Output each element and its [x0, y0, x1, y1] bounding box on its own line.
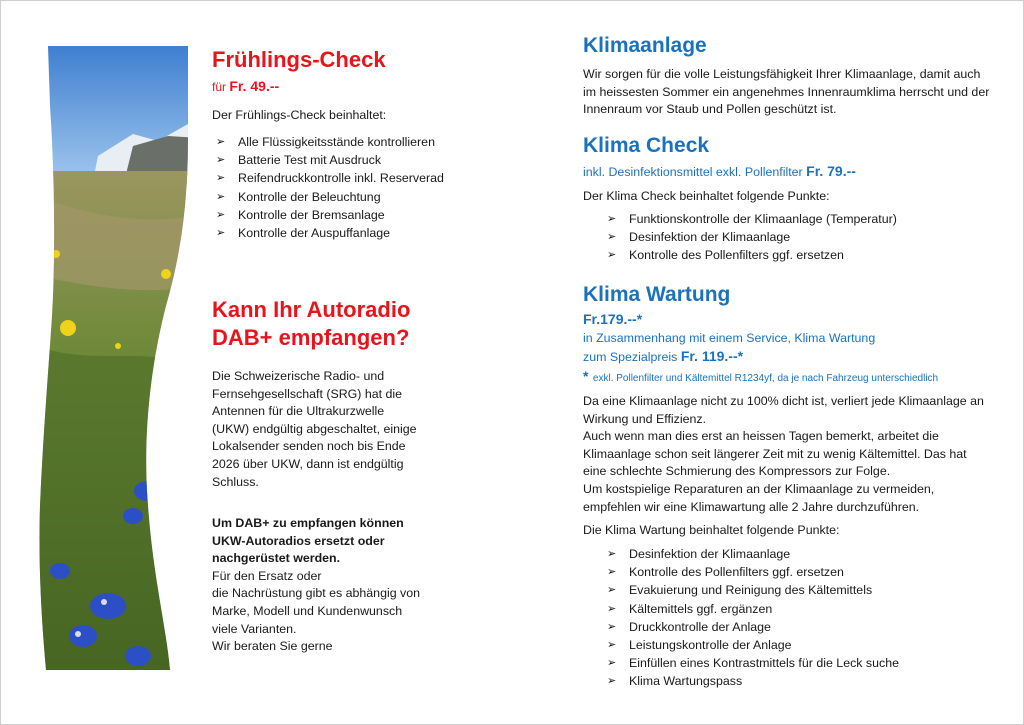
arrow-bullet-icon: ➢ [607, 249, 617, 262]
klima-wartung-list [603, 545, 1003, 691]
list-item: ➢ Batterie Test mit Ausdruck [212, 151, 462, 169]
list-item: ➢ Evakuierung und Reinigung des Kältemittels [603, 581, 1003, 599]
list-item: ➢ Desinfektion der Klimaanlage [603, 228, 1003, 246]
spring-price-prefix: für [212, 80, 227, 94]
klima-wartung-special-price: zum Spezialpreis Fr. 119.--* [583, 348, 744, 364]
text-line: 2026 über UKW, dann ist endgültig [212, 456, 404, 471]
klima-check-subtitle: inkl. Desinfektionsmittel exkl. Pollenfilter [583, 165, 803, 179]
text-line: Um DAB+ zu empfangen können [212, 516, 404, 530]
arrow-bullet-icon: ➢ [216, 172, 226, 185]
list-item: ➢ Kontrolle der Auspuffanlage [212, 224, 462, 242]
arrow-bullet-icon: ➢ [607, 657, 617, 670]
klima-check-price: Fr. 79.-- [806, 163, 856, 179]
list-item: ➢ Kontrolle des Pollenfilters ggf. ersetzen [603, 563, 1003, 581]
arrow-bullet-icon: ➢ [216, 190, 226, 203]
arrow-bullet-icon: ➢ [216, 208, 226, 221]
list-item: ➢ Leistungskontrolle der Anlage [603, 636, 1003, 654]
arrow-bullet-icon: ➢ [607, 231, 617, 244]
spring-check-intro: Der Frühlings-Check beinhaltet: [212, 108, 387, 122]
spring-check-price [212, 78, 279, 94]
text-line: Marke, Modell und Kundenwunsch [212, 603, 403, 618]
text-line: im heissesten Sommer ein angenehmes Innenraumklima herrscht und der [583, 84, 990, 99]
text-line: Antennen für die Ultrakurzwelle [212, 404, 385, 419]
arrow-bullet-icon: ➢ [216, 227, 226, 240]
list-item: ➢ Klima Wartungspass [603, 672, 1003, 690]
text-line: die Nachrüstung gibt es abhängig von [212, 586, 421, 601]
klima-wartung-body [583, 393, 1003, 516]
spring-price-value: Fr. 49.-- [229, 78, 280, 94]
list-item: ➢ Funktionskontrolle der Klimaanlage (Temperatur) [603, 210, 1003, 228]
text-line: Um kostspielige Reparaturen an der Klimaanlage zu vermeiden, [583, 481, 935, 496]
arrow-bullet-icon: ➢ [607, 602, 617, 615]
klima-wartung-title: Klima Wartung [583, 283, 731, 306]
arrow-bullet-icon: ➢ [607, 548, 617, 560]
note-star: * [583, 368, 589, 384]
list-item: ➢ Kältemittels ggf. ergänzen [603, 600, 1003, 618]
dab-radio-bold-block [212, 515, 457, 656]
text-line: eine schlechte Schmierung des Kompressors zur Folge. [583, 464, 891, 479]
dab-radio-body [212, 368, 452, 491]
text-line: Lokalsender senden noch bis Ende [212, 439, 406, 454]
list-item: ➢ Alle Flüssigkeitsstände kontrollieren [212, 133, 462, 151]
klima-wartung-price-main: Fr.179.--* [583, 311, 643, 327]
arrow-bullet-icon: ➢ [607, 675, 617, 688]
klima-wartung-line2: in Zusammenhang mit einem Service, Klima Wartung [583, 331, 876, 345]
note-text: exkl. Pollenfilter und Kältemittel R1234yf, da je nach Fahrzeug unterschiedlich [592, 373, 939, 384]
dab-title-line-1: Kann Ihr Autoradio [212, 297, 411, 322]
text-line: Fernsehgesellschaft (SRG) hat die [212, 386, 403, 401]
arrow-bullet-icon: ➢ [216, 136, 226, 148]
klima-check-price-line [583, 163, 856, 182]
klima-wartung-note [583, 368, 1003, 387]
list-item: ➢ Reifendruckkontrolle inkl. Reserverad [212, 169, 462, 187]
klimaanlage-title: Klimaanlage [583, 34, 707, 57]
klimaanlage-text [583, 66, 1003, 119]
arrow-bullet-icon: ➢ [607, 639, 617, 652]
dab-title-line-2: DAB+ empfangen? [212, 325, 410, 350]
text-line: Klimaanlage schon seit längerer Zeit mit zu wenig Kältemittel. Das hat [583, 446, 967, 461]
text-line: nachgerüstet werden. [212, 551, 341, 566]
text-line: UKW-Autoradios ersetzt oder [212, 533, 385, 548]
list-item: ➢ Kontrolle der Bremsanlage [212, 206, 462, 224]
text-line: viele Varianten. [212, 621, 297, 636]
arrow-bullet-icon: ➢ [216, 154, 226, 167]
arrow-bullet-icon: ➢ [607, 213, 617, 225]
list-item: ➢ Kontrolle des Pollenfilters ggf. ersetzen [603, 246, 1003, 264]
text-line: Innenraum vor Staub und Pollen geschützt ist. [583, 102, 837, 117]
alpine-meadow-photo [38, 46, 200, 670]
arrow-bullet-icon: ➢ [607, 620, 617, 633]
list-item: ➢ Desinfektion der Klimaanlage [603, 545, 1003, 563]
text-line: (UKW) endgültig abgeschaltet, einige [212, 421, 417, 436]
text-line: empfehlen wir eine Klimawartung alle 2 Jahre durchzuführen. [583, 499, 920, 514]
spring-check-title: Frühlings-Check [212, 47, 386, 72]
klima-check-title: Klima Check [583, 134, 710, 157]
text-line: Für den Ersatz oder [212, 568, 322, 583]
klima-check-intro: Der Klima Check beinhaltet folgende Punkte: [583, 189, 830, 203]
dab-radio-title [212, 296, 410, 352]
arrow-bullet-icon: ➢ [607, 566, 617, 579]
list-item: ➢ Kontrolle der Beleuchtung [212, 188, 462, 206]
klima-check-list [603, 210, 1003, 265]
text-line: Wir sorgen für die volle Leistungsfähigkeit Ihrer Klimaanlage, damit auch [583, 67, 981, 81]
spring-check-list [212, 133, 462, 242]
list-item: ➢ Einfüllen eines Kontrastmittels für die Leck suche [603, 654, 1003, 672]
text-line: Wirkung und Effizienz. [583, 411, 707, 426]
arrow-bullet-icon: ➢ [607, 584, 617, 597]
text-line: Auch wenn man dies erst an heissen Tagen bemerkt, arbeitet die [583, 429, 939, 444]
text-line: Wir beraten Sie gerne [212, 639, 333, 654]
list-item: ➢ Druckkontrolle der Anlage [603, 618, 1003, 636]
text-line: Die Schweizerische Radio- und [212, 369, 385, 383]
text-line: Da eine Klimaanlage nicht zu 100% dicht ist, verliert jede Klimaanlage an [583, 394, 984, 408]
klima-wartung-intro: Die Klima Wartung beinhaltet folgende Punkte: [583, 523, 840, 537]
text-line: Schluss. [212, 474, 259, 489]
